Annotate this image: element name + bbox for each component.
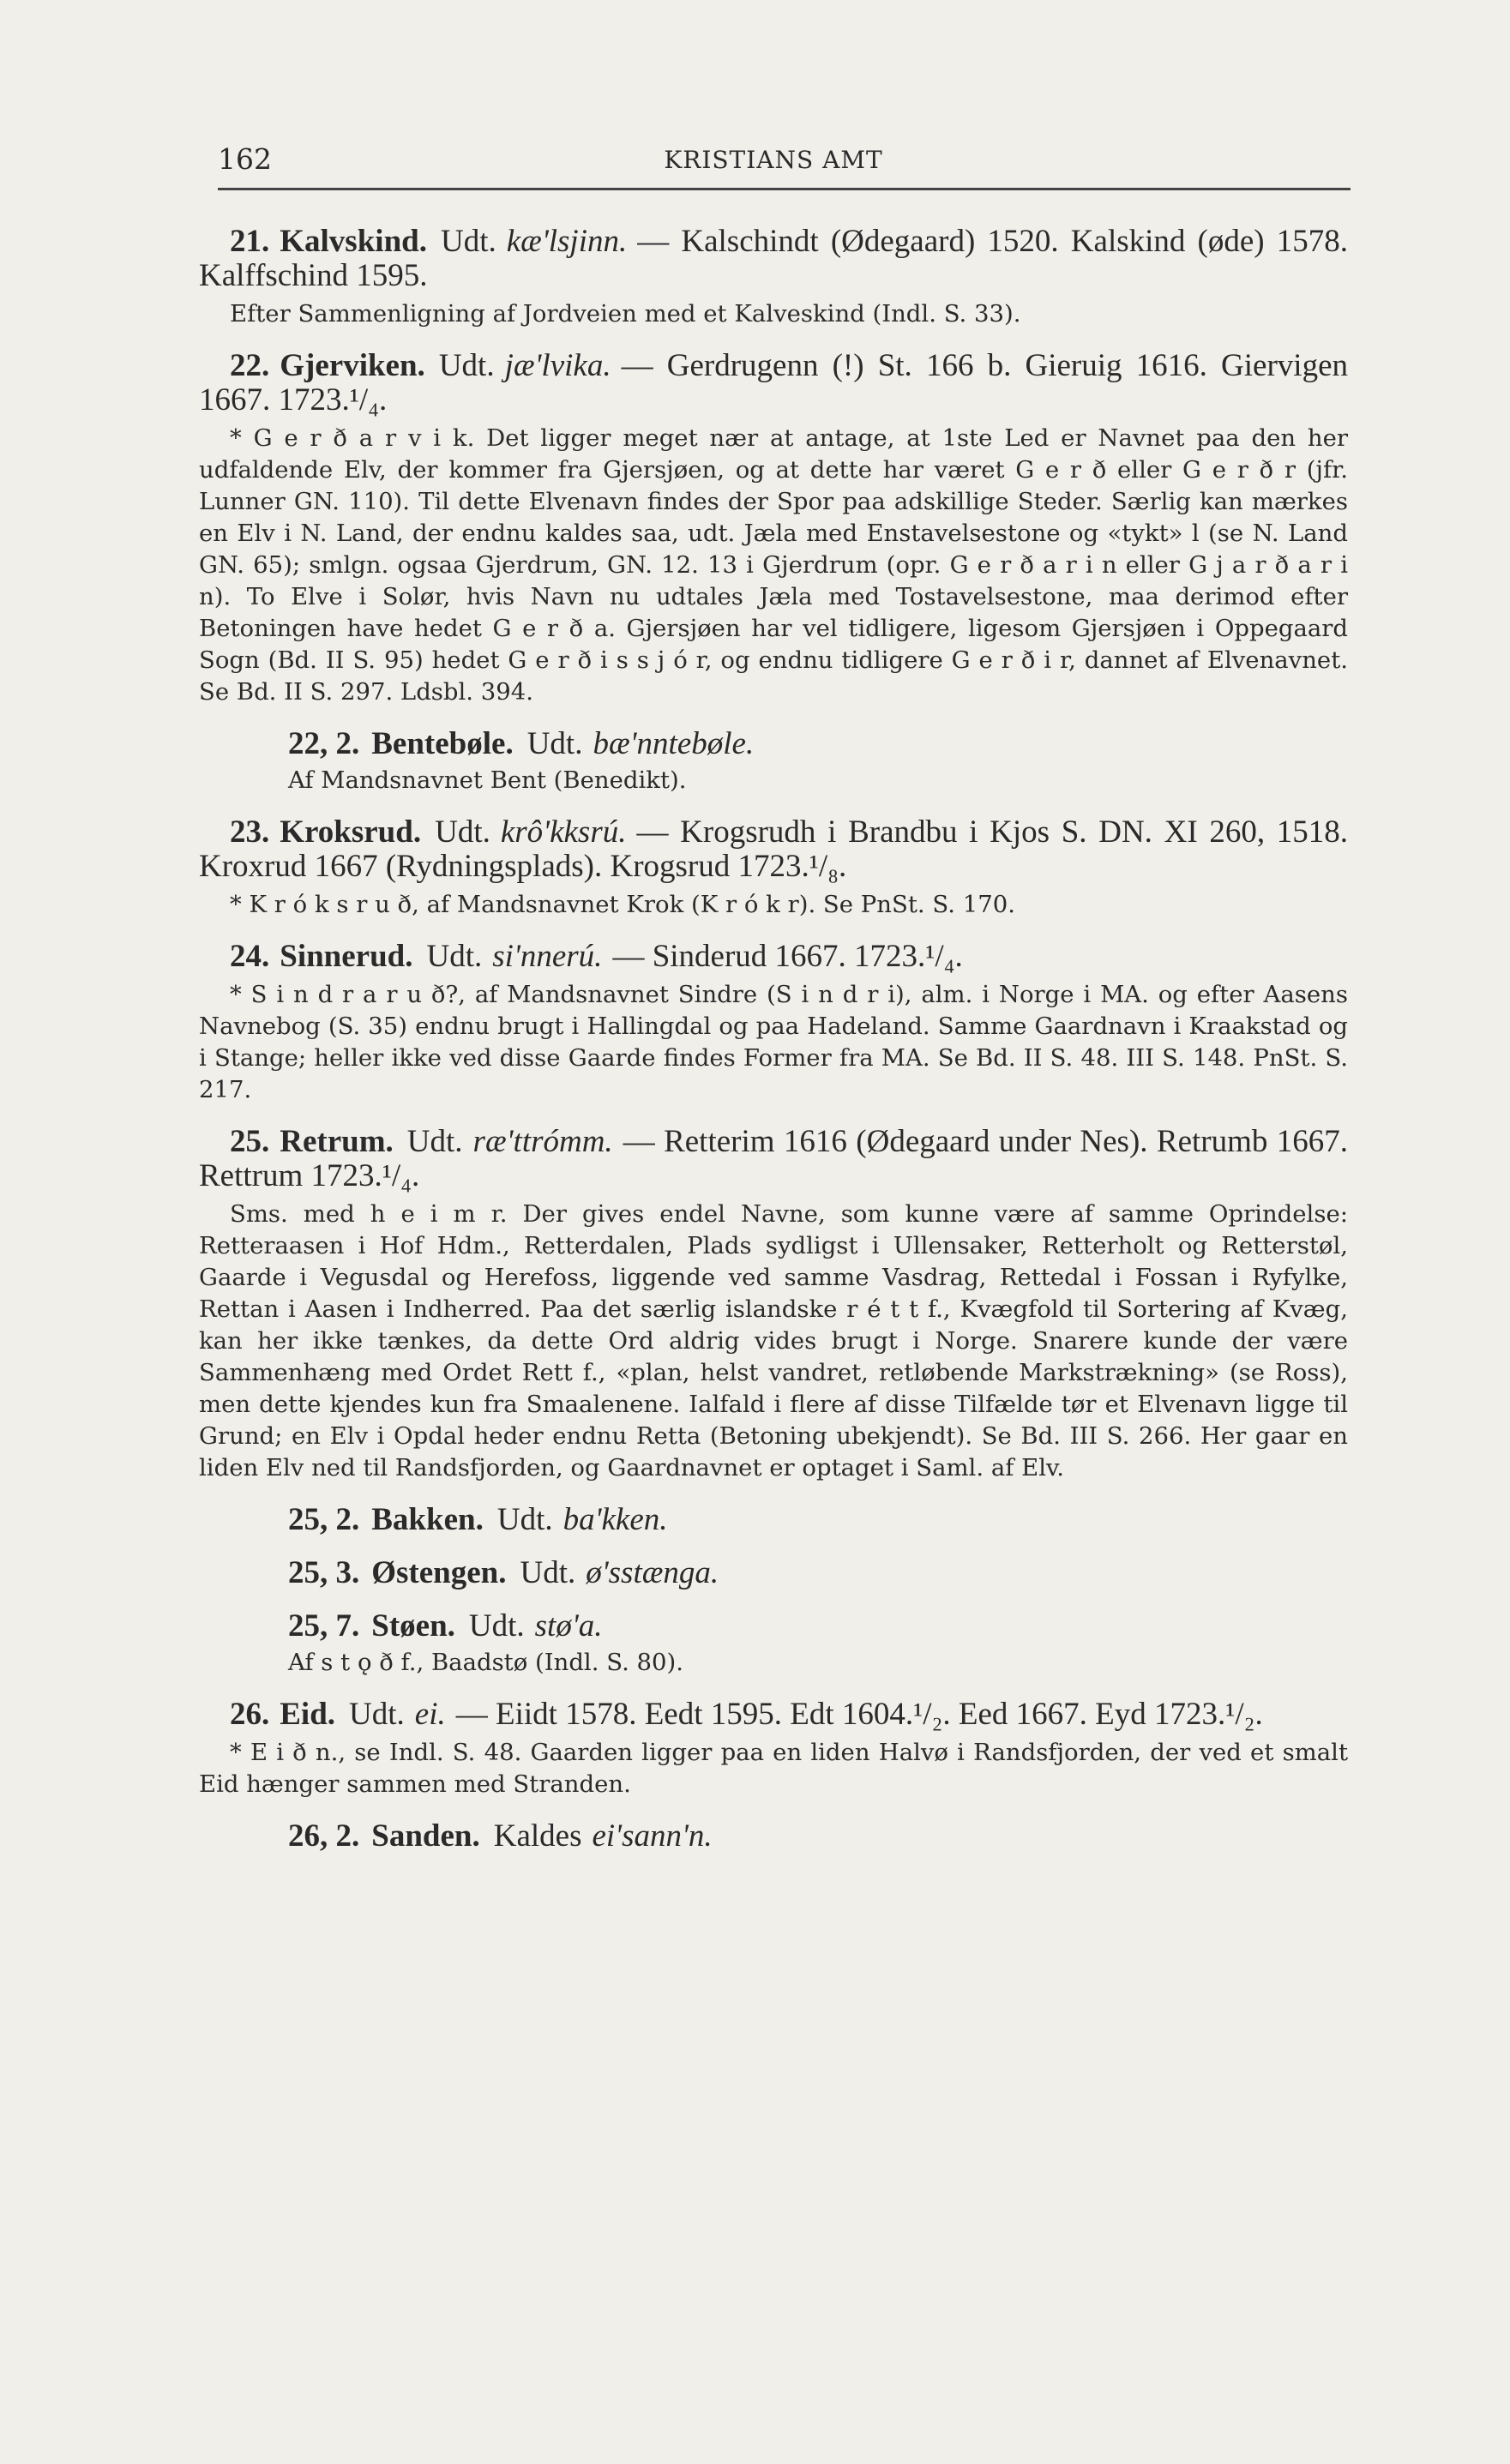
entry-pronunciation: si'nnerú. [492, 939, 603, 974]
entry-heading [199, 1609, 1348, 1644]
entry-udt: Udt. [468, 1608, 525, 1644]
entry-forms: — Kalschindt (Ødegaard) 1520. Kalskind (øde) 1578. Kalffschind 1595. [199, 224, 1348, 293]
entry-pronunciation: jæ'lvika. [504, 348, 611, 383]
entry-name: Sanden. [371, 1818, 480, 1854]
entry-note: * S i n d r a r u ð?, af Mandsnavnet Sindre (S i n d r i), alm. i Norge i MA. og efter Aasens Navnebog (S. 35) endnu brugt i Hallingdal og paa Hadeland. Samme Gaardnavn i Kraakstad og i Stange; heller ikke ved disse Gaarde findes Former fra MA. Se Bd. II S. 48. III S. 148. PnSt. S. 217. [199, 981, 1348, 1103]
entry-note: Sms. med h e i m r. Der gives endel Navne, som kunne være af samme Oprindelse: Retteraasen i Hof Hdm., Retterdalen, Plads sydligst i Ullensaker, Retterholt og Retterstøl, Gaarde i Vegusdal og Herefoss, liggende ved samme Vasdrag, Rettedal i Fossan i Ryfylke, Rettan i Aasen i Indherred. Paa det særlig islandske r é t t f., Kvægfold til Sortering af Kvæg, kan her ikke tænkes, da dette Ord aldrig vides brugt i Norge. Snarere kunde der være Sammenhæng med Ordet Rett f., «plan, helst vandret, retløbende Markstrækning» (se Ross), men dette kjendes kun fra Smaalenene. Ialfald i flere af disse Tilfælde tør et Elvenavn ligge til Grund; en Elv i Opdal heder endnu Retta (Betoning ubekjendt). Se Bd. III S. 266. Her gaar en liden Elv ned til Randsfjorden, og Gaardnavnet er optaget i Saml. af Elv. [199, 1200, 1348, 1481]
entry-number: 25. [230, 1124, 270, 1159]
header-rule [218, 188, 1351, 190]
entry-name: Kalvskind. [280, 224, 427, 259]
entry [199, 1556, 1348, 1590]
entry-forms: — Retterim 1616 (Ødegaard under Nes). Retrumb 1667. Rettrum 1723.¹/₄. [199, 1124, 1348, 1193]
entry-pronunciation: bæ'nntebøle. [593, 726, 755, 761]
entry [199, 1125, 1348, 1484]
entry-number: 25, 3. [288, 1555, 360, 1590]
entry-name: Sinnerud. [280, 939, 413, 974]
entry-number: 25, 7. [288, 1608, 360, 1644]
entry-name: Kroksrud. [280, 814, 422, 850]
entry-pronunciation: stø'a. [534, 1608, 603, 1644]
entry-pronunciation: kæ'lsjinn. [506, 224, 628, 259]
entry [199, 727, 1348, 796]
entry-udt: Udt. [496, 1502, 553, 1537]
entry-udt: Udt. [426, 939, 483, 974]
entry-note: * E i ð n., se Indl. S. 48. Gaarden ligger paa en liden Halvø i Randsfjorden, der ved et smalt Eid hænger sammen med Stranden. [199, 1739, 1348, 1798]
entry-pronunciation: ø'sstænga. [586, 1555, 719, 1590]
entry-pronunciation: ei. [414, 1697, 446, 1732]
entry-note: * G e r ð a r v i k. Det ligger meget nær at antage, at 1ste Led er Navnet paa den her udfaldende Elv, der kommer fra Gjersjøen, og at dette har været G e r ð eller G e r ð r (jfr. Lunner GN. 110). Til dette Elvenavn findes der Spor paa adskillige Steder. Særlig kan mærkes en Elv i N. Land, der endnu kaldes saa, udt. Jæla med Enstavelsestone og «tykt» l (se N. Land GN. 65); smlgn. ogsaa Gjerdrum, GN. 12. 13 i Gjerdrum (opr. G e r ð a r i n eller G j a r ð a r i n). To Elve i Solør, hvis Navn nu udtales Jæla med Tostavelsestone, maa derimod efter Betoningen have hedet G e r ð a. Gjersjøen har vel tidligere, ligesom Gjersjøen i Oppegaard Sogn (Bd. II S. 95) hedet G e r ð i s s j ó r, og endnu tidligere G e r ð i r, dannet af Elvenavnet. Se Bd. II S. 297. Ldsbl. 394. [199, 424, 1348, 706]
entry-heading [199, 940, 1348, 974]
entry-note: Af Mandsnavnet Bent (Benedikt). [288, 766, 687, 794]
entry-number: 26. [230, 1697, 270, 1732]
entry-pronunciation: ræ'ttrómm. [472, 1124, 613, 1159]
entry-name: Østengen. [371, 1555, 507, 1590]
entry-number: 26, 2. [288, 1818, 360, 1854]
entry-heading [199, 225, 1348, 293]
entry-udt: Udt. [435, 814, 490, 850]
entry-note: Efter Sammenligning af Jordveien med et Kalveskind (Indl. S. 33). [230, 300, 1021, 328]
entry [199, 1819, 1348, 1854]
entry-number: 24. [230, 939, 270, 974]
entry-note: * K r ó k s r u ð, af Mandsnavnet Krok (K r ó k r). Se PnSt. S. 170. [230, 891, 1015, 918]
entry-number: 25, 2. [288, 1502, 360, 1537]
entry-pronunciation: ba'kken. [562, 1502, 668, 1537]
entry-name: Bentebøle. [371, 726, 514, 761]
entry-heading [199, 1125, 1348, 1193]
entry-name: Bakken. [371, 1502, 484, 1537]
entry-name: Støen. [371, 1608, 455, 1644]
entry-heading [199, 815, 1348, 884]
entry [199, 815, 1348, 921]
entry-udt: Udt. [349, 1697, 405, 1732]
entry-forms: — Sinderud 1667. 1723.¹/₄. [612, 939, 963, 974]
entry [199, 1609, 1348, 1679]
entry-udt: Kaldes [493, 1818, 582, 1854]
entry-udt: Udt. [440, 224, 496, 259]
entry [199, 1503, 1348, 1537]
entry-number: 21. [230, 224, 270, 259]
entry-heading [199, 1503, 1348, 1537]
entry-name: Gjerviken. [280, 348, 425, 383]
entry [199, 349, 1348, 708]
entry-forms: — Krogsrudh i Brandbu i Kjos S. DN. XI 260, 1518. Kroxrud 1667 (Rydningsplads). Krogsrud 1723.¹/₈. [199, 814, 1348, 884]
entry-number: 22, 2. [288, 726, 360, 761]
entry-udt: Udt. [520, 1555, 576, 1590]
entry [199, 225, 1348, 330]
running-head: KRISTIANS AMT [664, 146, 883, 174]
page-number: 162 [218, 142, 272, 176]
page-header [218, 142, 1329, 185]
entry-heading [199, 727, 1348, 761]
entry-number: 23. [230, 814, 270, 850]
entry-udt: Udt. [438, 348, 495, 383]
entry-forms: — Eiidt 1578. Eedt 1595. Edt 1604.¹/₂. Eed 1667. Eyd 1723.¹/₂. [455, 1697, 1263, 1732]
entry-note: Af s t ǫ ð f., Baadstø (Indl. S. 80). [288, 1649, 684, 1676]
entry-udt: Udt. [526, 726, 583, 761]
entry-pronunciation: krô'kksrú. [500, 814, 627, 850]
entry-udt: Udt. [406, 1124, 463, 1159]
entry-heading [199, 1556, 1348, 1590]
entry-heading [199, 1698, 1348, 1732]
entry [199, 940, 1348, 1106]
entry [199, 1698, 1348, 1800]
entry-heading [199, 349, 1348, 418]
entry-number: 22. [230, 348, 270, 383]
entry-pronunciation: ei'sann'n. [592, 1818, 713, 1854]
entry-heading [199, 1819, 1348, 1854]
entry-name: Retrum. [280, 1124, 394, 1159]
entry-forms: — Gerdrugenn (!) St. 166 b. Gieruig 1616. Giervigen 1667. 1723.¹/₄. [199, 348, 1348, 418]
entry-name: Eid. [280, 1697, 336, 1732]
entries-list [199, 225, 1348, 1872]
